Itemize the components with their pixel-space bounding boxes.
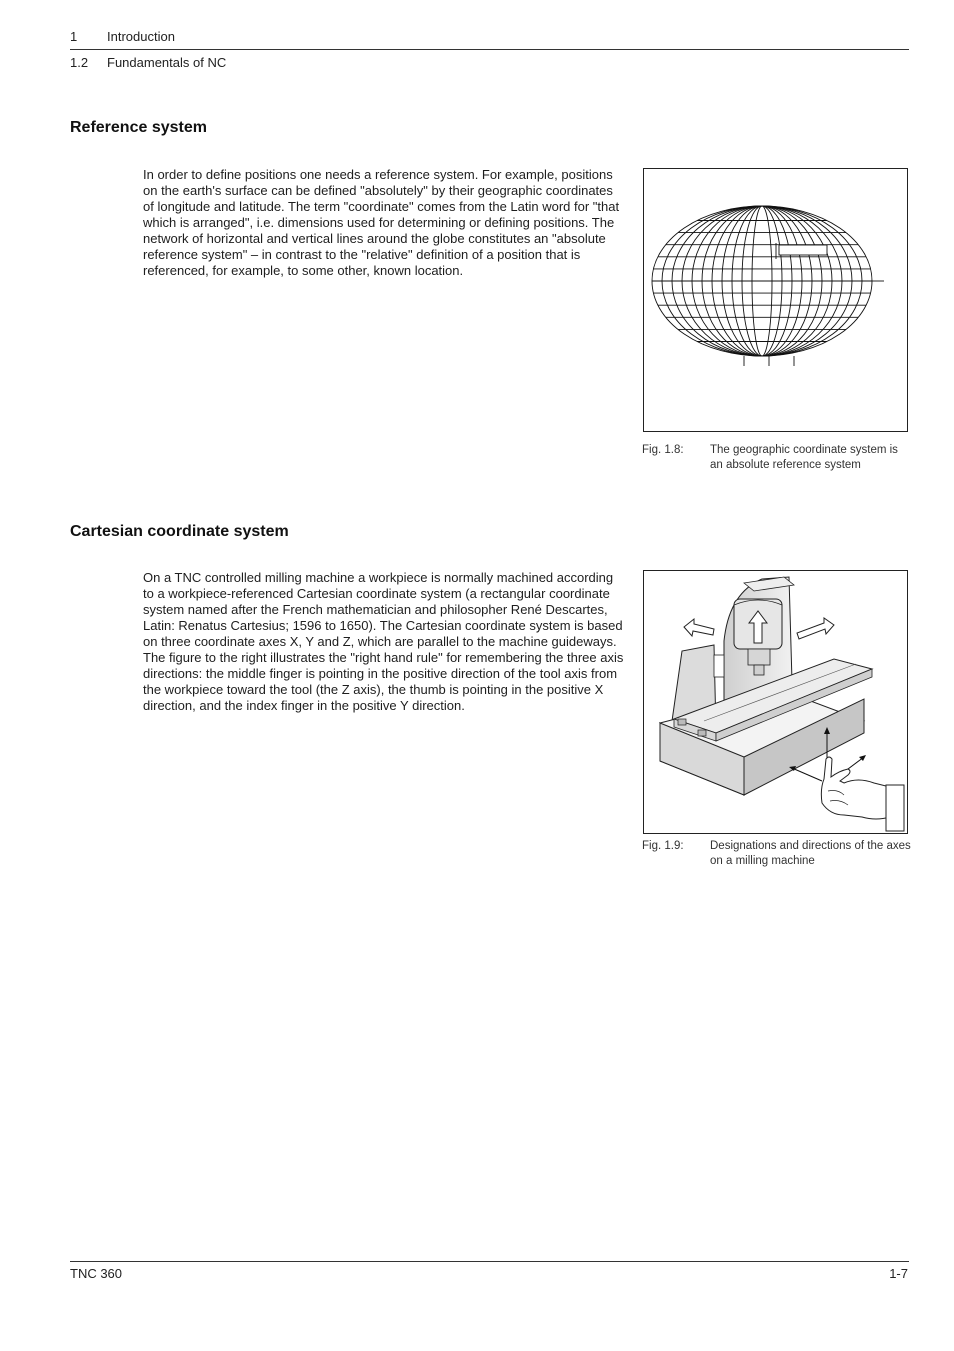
label-box [779, 245, 827, 255]
paragraph-reference-system: In order to define positions one needs a reference system. For example, positions on the earth's surface can be defined "absolutely" by their geographic coordinates of longitude and latitude. The term "coordinate" comes from the Latin word for "that which is arranged", i.e. dimensions used for determining or defining positions. The network of horizontal and vertical lines around the globe constitutes an "absolute reference system" – in contrast to the "relative" definition of a position that is referenced, for example, to some other, known location. [143, 167, 620, 278]
footer-rule [70, 1261, 909, 1262]
header-rule [70, 49, 909, 50]
figure-caption-text: Designations and directions of the axes on a milling machine [710, 840, 911, 867]
paragraph-cartesian-system: On a TNC controlled milling machine a workpiece is normally machined according to a workpiece-referenced Cartesian coordinate system (a rectangular coordinate system named after the French mathematician and philosopher René Descartes, Latin: Renatus Cartesius; 1596 to 1650). The Cartesian coordinate system is based on three coordinate axes X, Y and Z, which are parallel to the machine guideways. The figure to the right illustrates the "right hand rule" for remembering the three axis directions: the middle finger is pointing in the positive direction of the tool axis from the workpiece toward the tool (the Z axis), the thumb is pointing in the positive X direction, and the index finger in the positive Y direction. [143, 570, 624, 713]
running-header-chapter [70, 29, 175, 44]
figure-milling-machine [643, 570, 908, 834]
figure-number: Fig. 1.8: [642, 444, 684, 456]
globe-illustration [644, 169, 907, 431]
figure-caption-1-9 [642, 839, 912, 869]
section-title: Fundamentals of NC [107, 55, 227, 70]
running-header-section [70, 55, 226, 70]
figure-caption-1-8 [642, 443, 912, 473]
heading-cartesian-system: Cartesian coordinate system [70, 523, 289, 540]
figure-number: Fig. 1.9: [642, 840, 684, 852]
heading-reference-system: Reference system [70, 119, 207, 136]
milling-machine-illustration [644, 571, 907, 833]
section-number: 1.2 [70, 55, 89, 70]
figure-caption-text: The geographic coordinate system is an absolute reference system [710, 444, 898, 471]
footer-product: TNC 360 [70, 1266, 123, 1281]
chapter-number: 1 [70, 29, 78, 44]
chapter-title: Introduction [107, 29, 175, 44]
footer-page-number: 1-7 [889, 1266, 908, 1281]
figure-globe [643, 168, 908, 432]
